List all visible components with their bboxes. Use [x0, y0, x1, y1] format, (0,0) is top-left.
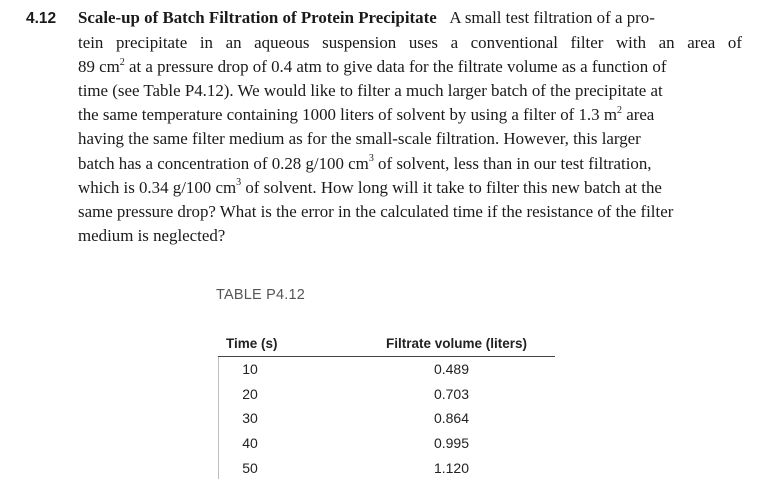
problem-text: A small test filtration of a pro-	[449, 8, 655, 27]
problem-text: 89 cm	[78, 57, 120, 77]
problem-text: of solvent. How long will it take to filter this new batch at the	[241, 177, 662, 197]
problem-line-9	[26, 200, 742, 224]
table-caption: TABLE P4.12	[216, 287, 305, 303]
cell-time: 10	[242, 361, 258, 378]
cell-volume: 0.703	[433, 385, 470, 402]
table-row	[218, 431, 555, 456]
problem-text: having the same filter medium as for the small-scale filtration. However, this larger	[78, 129, 641, 149]
problem-title: Scale-up of Batch Filtration of Protein Precipitate	[78, 8, 437, 27]
problem-line-8	[26, 176, 742, 200]
problem-text: tein precipitate in an aqueous suspension uses a conventional filter with an area of	[78, 33, 742, 53]
problem-line-1	[26, 6, 742, 31]
table-row	[218, 382, 555, 407]
superscript: 2	[119, 56, 125, 68]
problem-statement	[26, 6, 742, 248]
problem-number: 4.12	[26, 10, 57, 27]
problem-line-2	[26, 31, 742, 55]
table-row	[218, 406, 555, 431]
cell-time: 40	[242, 435, 258, 452]
cell-time: 50	[242, 459, 258, 476]
problem-text: area	[621, 105, 655, 125]
filtration-data-table	[218, 330, 555, 480]
problem-line-3	[26, 55, 742, 79]
table-row	[218, 357, 555, 382]
problem-text: time (see Table P4.12). We would like to filter a much larger batch of the precipitate at	[78, 81, 663, 101]
superscript: 3	[368, 152, 374, 164]
header-time: Time (s)	[226, 335, 278, 351]
superscript: 3	[236, 177, 242, 189]
cell-volume: 0.864	[433, 410, 470, 427]
cell-volume: 0.995	[433, 435, 470, 452]
cell-volume: 1.120	[433, 459, 470, 476]
problem-text: medium is neglected?	[78, 225, 226, 245]
cell-time: 30	[242, 410, 258, 427]
cell-volume: 0.489	[433, 361, 470, 378]
column-divider	[218, 357, 219, 479]
problem-text: of solvent, less than in our test filtration,	[373, 153, 652, 173]
problem-text: at a pressure drop of 0.4 atm to give data for the filtrate volume as a function of	[124, 57, 667, 77]
header-volume: Filtrate volume (liters)	[386, 335, 528, 351]
problem-line-4	[26, 79, 742, 103]
problem-line-6	[26, 127, 742, 151]
problem-text: which is 0.34 g/100 cm	[78, 177, 237, 197]
problem-line-5	[26, 103, 742, 127]
problem-line-7	[26, 152, 742, 176]
superscript: 2	[616, 104, 622, 116]
problem-text: batch has a concentration of 0.28 g/100 cm	[78, 153, 369, 173]
table-header-row	[218, 330, 555, 357]
problem-text: the same temperature containing 1000 liters of solvent by using a filter of 1.3 m	[78, 105, 617, 125]
cell-time: 20	[242, 385, 258, 402]
table-row	[218, 455, 555, 480]
problem-text: same pressure drop? What is the error in the calculated time if the resistance of the filter	[78, 201, 674, 221]
problem-line-10	[26, 224, 742, 248]
